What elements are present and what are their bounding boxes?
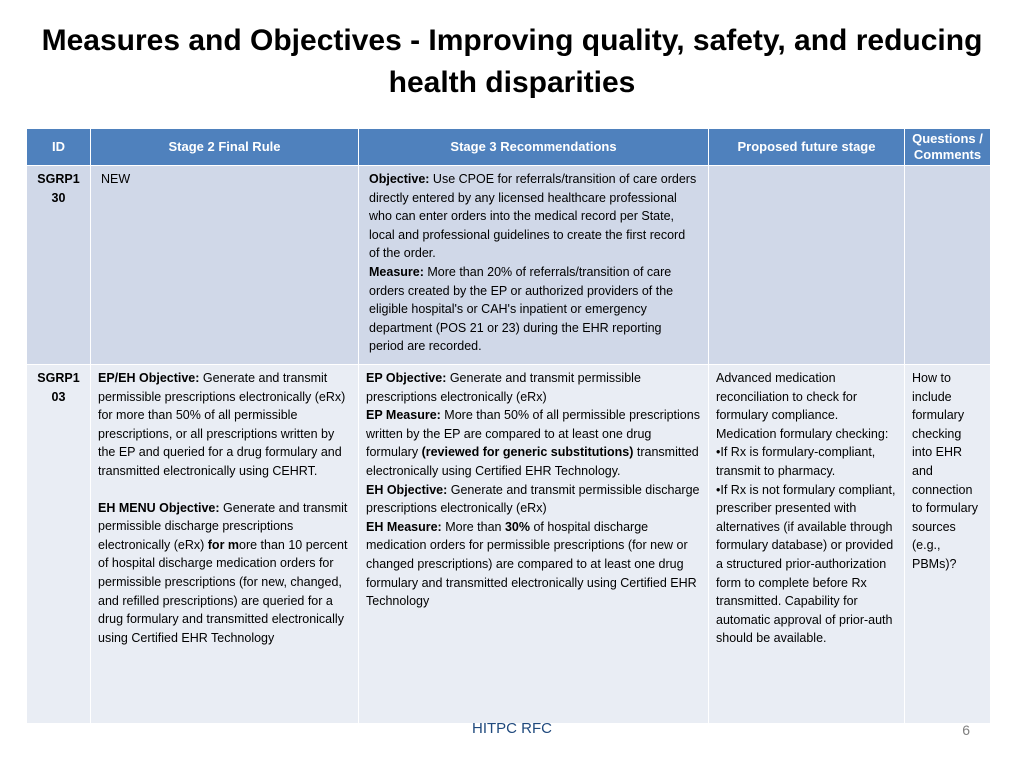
future-cell: [709, 365, 905, 724]
row-id: [27, 365, 91, 724]
page-number: 6: [962, 722, 970, 738]
header-stage2: Stage 2 Final Rule: [91, 129, 359, 166]
objective-text: Use CPOE for referrals/transition of care orders directly entered by any licensed healthcare professional who can enter orders into the medical record per State, local and professional guidelines to create the first record of the order.: [369, 172, 697, 261]
table-row: [27, 166, 991, 365]
questions-cell: [905, 365, 991, 724]
table-header-row: [27, 129, 991, 166]
stage3-cell: [359, 365, 709, 724]
future-bullet-2: •If Rx is not formulary compliant, prescriber presented with alternatives (if available through formulary database) or provided a structured prior-authorization form to complete before Rx transmitted. Capability for automatic approval of prior-auth should be available.: [716, 482, 896, 646]
eh-menu-objective-text: Generate and transmit permissible discharge prescriptions electronically (eRx): [98, 500, 348, 552]
stage2-cell: [91, 365, 359, 724]
measure-label: Measure:: [369, 264, 424, 279]
ep-measure-label: EP Measure:: [366, 408, 441, 423]
eh-menu-objective-text-end: ore than 10 percent of hospital discharge medication orders for permissible prescriptions (for new, changed, and refilled prescriptions) are queried for a drug formulary and transmitted electronically using Certified EHR Technology: [98, 537, 348, 645]
ep-eh-objective-label: EP/EH Objective:: [98, 371, 200, 385]
header-id: ID: [27, 129, 91, 166]
ep-measure-text: More than 50% of all permissible prescriptions written by the EP are compared to at least one drug formulary: [366, 408, 700, 460]
row-id-text: SGRP130: [37, 172, 80, 205]
future-cell: [709, 166, 905, 365]
eh-measure-label: EH Measure:: [366, 519, 442, 534]
footer-label: HITPC RFC: [472, 720, 552, 737]
eh-measure-text-end: of hospital discharge medication orders for permissible prescriptions (for new or changed prescriptions) are compared to at least one drug formulary and transmitted electronically using Certified EHR Technology: [366, 519, 697, 609]
eh-menu-objective-label: EH MENU Objective:: [98, 500, 220, 515]
stage2-new-text: NEW: [101, 172, 131, 186]
header-future: Proposed future stage: [709, 129, 905, 166]
future-bullet-1: •If Rx is formulary-compliant, transmit to pharmacy.: [716, 445, 876, 478]
eh-objective-label: EH Objective:: [366, 482, 448, 497]
future-intro: Advanced medication reconciliation to check for formulary compliance. Medication formulary checking:: [716, 371, 889, 441]
stage3-cell: [359, 166, 709, 365]
questions-cell: [905, 166, 991, 365]
eh-measure-bold: 30%: [504, 519, 530, 534]
ep-objective-label: EP Objective:: [366, 371, 447, 385]
slide-title: Measures and Objectives - Improving quality, safety, and reducing health disparities: [41, 24, 983, 99]
table-row: [27, 365, 991, 724]
ep-objective-text: Generate and transmit permissible prescriptions electronically (eRx): [366, 371, 641, 404]
row-id: [27, 166, 91, 365]
stage2-cell: [91, 166, 359, 365]
measures-table: [26, 128, 990, 724]
row-id-text: SGRP103: [37, 371, 80, 404]
eh-objective-text: Generate and transmit permissible discharge prescriptions electronically (eRx): [366, 482, 700, 516]
ep-measure-bold: (reviewed for generic substitutions): [421, 445, 634, 460]
questions-text: How to include formulary checking into EHR and connection to formulary sources (e.g., PBMs)?: [912, 371, 978, 571]
ep-measure-text-end: transmitted electronically using Certified EHR Technology.: [366, 445, 699, 478]
header-stage3: Stage 3 Recommendations: [359, 129, 709, 166]
eh-menu-objective-bold: for m: [207, 537, 240, 552]
ep-eh-objective-text: Generate and transmit permissible prescriptions electronically (eRx) for more than 50% of all permissible prescriptions, or all prescriptions written by the EP and queried for a drug formulary and transmitted electronically using CEHRT.: [98, 371, 346, 478]
objective-label: Objective:: [369, 172, 430, 186]
header-questions: Questions / Comments: [905, 129, 991, 166]
eh-measure-text: More than: [441, 519, 505, 534]
measure-text: More than 20% of referrals/transition of care orders created by the EP or authorized providers of the eligible hospital's or CAH's inpatient or emergency department (POS 21 or 23) during the EHR reporting period are recorded.: [369, 264, 674, 354]
